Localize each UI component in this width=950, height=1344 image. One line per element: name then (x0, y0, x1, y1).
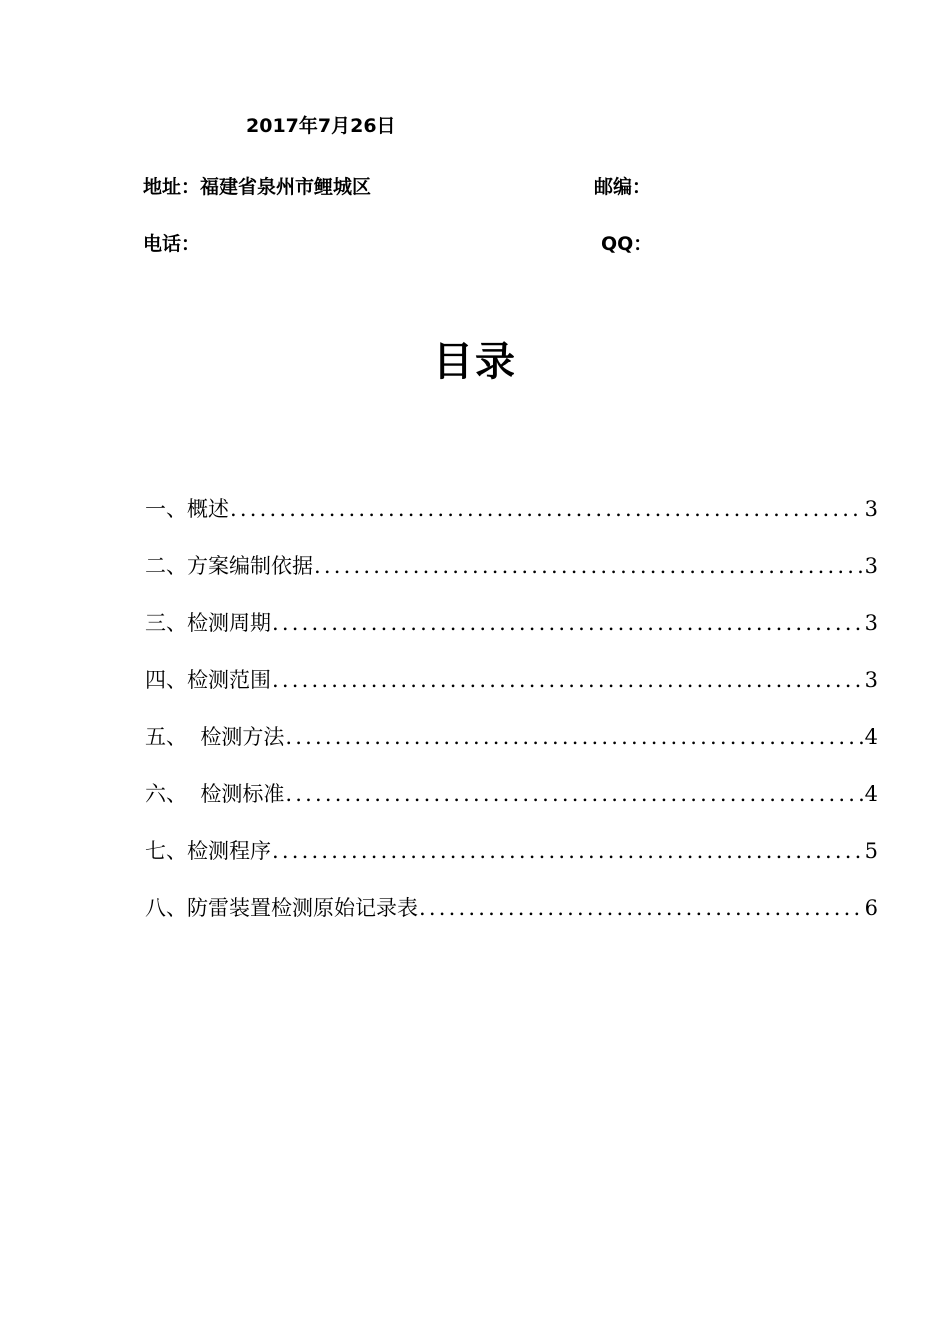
toc-entry-5[interactable] (145, 722, 878, 779)
address: 地址：福建省泉州市鲤城区 (143, 176, 372, 198)
qq-label: QQ： (601, 233, 653, 255)
toc-entry-2[interactable] (145, 551, 878, 608)
toc-entry-label: 八、防雷装置检测原始记录表 (145, 896, 418, 920)
toc-entry-6[interactable] (145, 779, 878, 836)
toc-title: 目录 (433, 339, 517, 385)
toc-entry-1[interactable] (145, 494, 878, 551)
toc-entry-8[interactable] (145, 893, 878, 950)
toc-dot-leader (285, 779, 862, 809)
toc-entry-7[interactable] (145, 836, 878, 893)
toc-dot-leader (272, 665, 863, 695)
toc-page-number: 3 (864, 611, 878, 635)
toc-dot-leader (272, 608, 863, 638)
date: 2017年7月26日 (246, 115, 396, 137)
toc-page-number: 3 (864, 497, 878, 521)
toc-dot-leader (230, 494, 863, 524)
toc-entry-label: 一、概述 (145, 497, 229, 521)
toc-dot-leader (314, 551, 863, 581)
toc-page-number: 5 (864, 839, 878, 863)
toc-entry-label: 三、检测周期 (145, 611, 271, 635)
table-of-contents (145, 494, 878, 950)
toc-entry-label: 二、方案编制依据 (145, 554, 313, 578)
phone-label: 电话： (143, 233, 201, 255)
toc-entry-label: 七、检测程序 (145, 839, 271, 863)
toc-page-number: 3 (864, 668, 878, 692)
toc-entry-label: 六、 检测标准 (145, 782, 285, 806)
toc-dot-leader (419, 893, 863, 923)
postcode-label: 邮编： (594, 176, 652, 198)
toc-entry-label: 五、 检测方法 (145, 725, 285, 749)
toc-entry-3[interactable] (145, 608, 878, 665)
toc-dot-leader (272, 836, 863, 866)
toc-dot-leader (285, 722, 862, 752)
toc-entry-4[interactable] (145, 665, 878, 722)
toc-page-number: 4 (864, 725, 878, 749)
toc-page-number: 3 (864, 554, 878, 578)
toc-page-number: 6 (864, 896, 878, 920)
toc-entry-label: 四、检测范围 (145, 668, 271, 692)
toc-page-number: 4 (864, 782, 878, 806)
